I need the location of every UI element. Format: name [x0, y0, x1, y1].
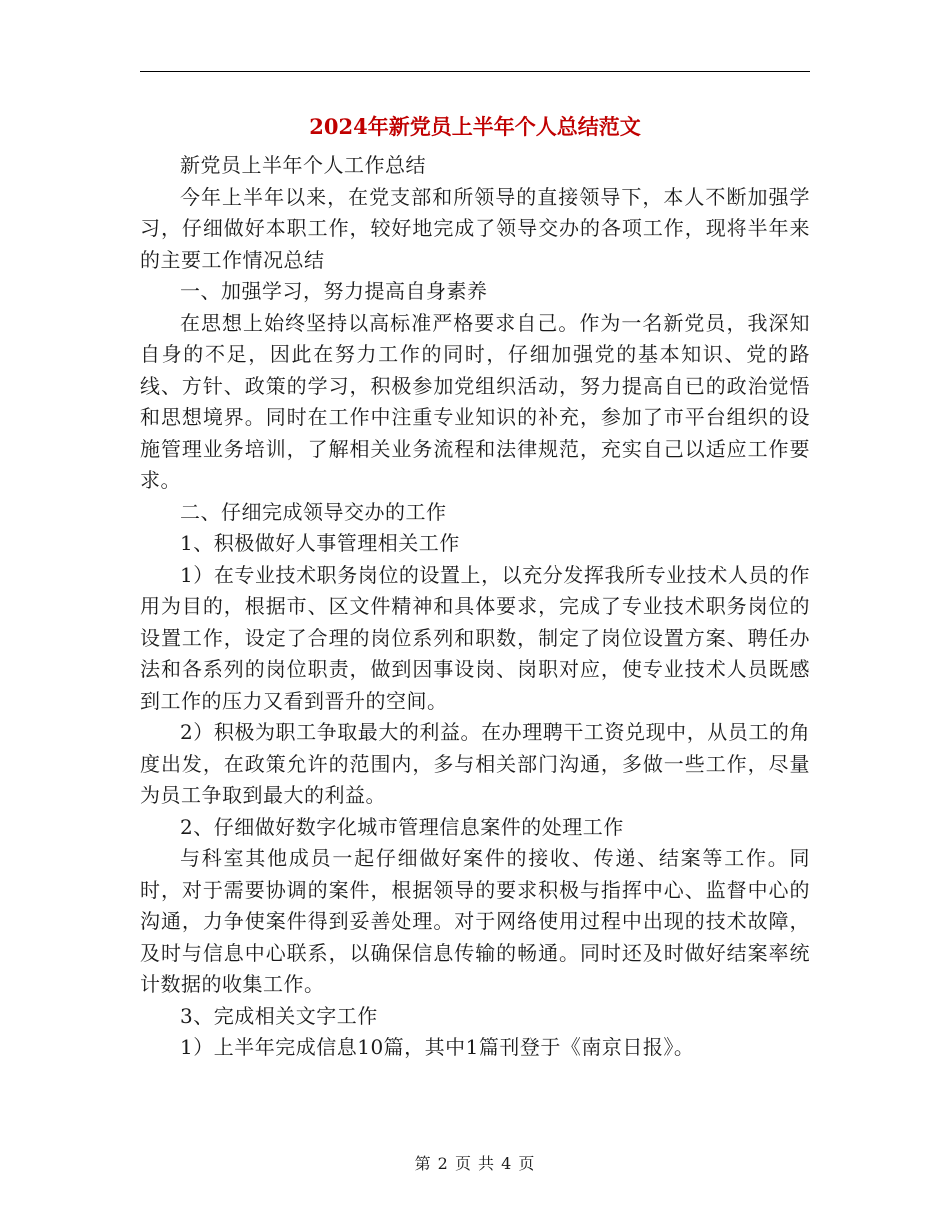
paragraph-post-setup: 1）在专业技术职务岗位的设置上，以充分发挥我所专业技术人员的作用为目的，根据市、区文件精神和具体要求，完成了专业技术职务岗位的设置工作，设定了合理的岗位系列和职数，制定了岗位设置方案、聘任办法和各系列的岗位职责，做到因事设岗、岗职对应，使专业技术人员既感到工作的压力又看到晋升的空间。 — [140, 562, 810, 713]
section-heading-1: 一、加强学习，努力提高自身素养 — [180, 279, 488, 303]
paragraph-case-handling: 与科室其他成员一起仔细做好案件的接收、传递、结案等工作。同时，对于需要协调的案件，根据领导的要求积极与指挥中心、监督中心的沟通，力争使案件得到妥善处理。对于网络使用过程中出现的技术故障，及时与信息中心联系，以确保信息传输的畅通。同时还及时做好结案率统计数据的收集工作。 — [140, 846, 810, 996]
document-title: 2024年新党员上半年个人总结范文 — [309, 114, 641, 139]
page-footer: 第 2 页 共 4 页 — [414, 1154, 536, 1173]
paragraph-intro: 今年上半年以来，在党支部和所领导的直接领导下，本人不断加强学习，仔细做好本职工作，较好地完成了领导交办的各项工作，现将半年来的主要工作情况总结 — [140, 184, 810, 272]
paragraph-staff-benefits: 2）积极为职工争取最大的利益。在办理聘干工资兑现中，从员工的角度出发，在政策允许的范围内，多与相关部门沟通，多做一些工作，尽量为员工争取到最大的利益。 — [140, 720, 810, 807]
section-heading-2: 二、仔细完成领导交办的工作 — [180, 499, 447, 524]
document-body — [140, 150, 810, 1064]
header-rule — [140, 71, 810, 72]
paragraph-subtitle: 新党员上半年个人工作总结 — [180, 153, 426, 177]
subsection-heading-3: 3、完成相关文字工作 — [180, 1003, 378, 1028]
paragraph-writing: 1）上半年完成信息10篇，其中1篇刊登于《南京日报》。 — [180, 1035, 695, 1059]
subsection-heading-2: 2、仔细做好数字化城市管理信息案件的处理工作 — [180, 814, 624, 839]
subsection-heading-1: 1、积极做好人事管理相关工作 — [180, 531, 460, 555]
paragraph-study: 在思想上始终坚持以高标准严格要求自己。作为一名新党员，我深知自身的不足，因此在努力工作的同时，仔细加强党的基本知识、党的路线、方针、政策的学习，积极参加党组织活动，努力提高自已的政治觉悟和思想境界。同时在工作中注重专业知识的补充，参加了市平台组织的设施管理业务培训，了解相关业务流程和法律规范，充实自己以适应工作要求。 — [140, 310, 810, 492]
